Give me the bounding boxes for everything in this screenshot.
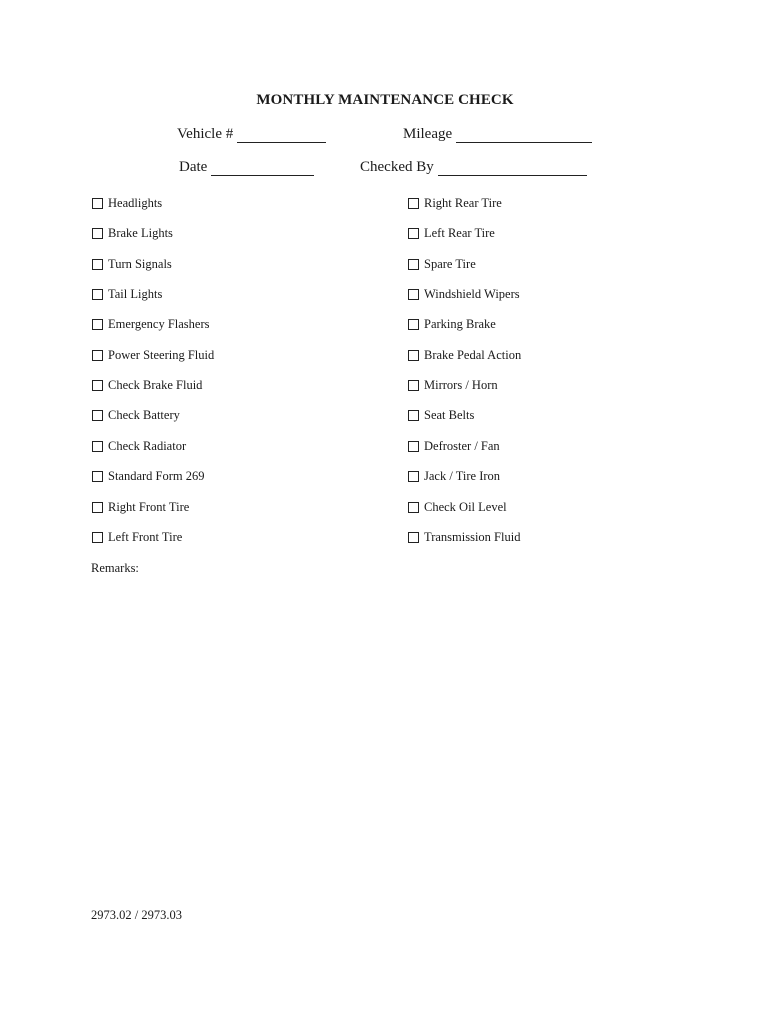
checklist-item <box>92 378 202 393</box>
checkbox[interactable] <box>408 289 419 300</box>
checklist-item <box>92 257 172 272</box>
checklist-item-label: Windshield Wipers <box>424 287 520 302</box>
checkbox[interactable] <box>92 410 103 421</box>
checklist-item <box>92 287 162 302</box>
checklist-item <box>408 500 507 515</box>
checklist-item <box>92 226 173 241</box>
checklist-item <box>92 317 209 332</box>
mileage-input-line[interactable] <box>456 126 592 143</box>
checklist-item <box>92 348 214 363</box>
checklist-item <box>92 469 205 484</box>
checklist-item <box>408 287 520 302</box>
checklist-item-label: Headlights <box>108 196 163 210</box>
checklist-item-label: Defroster / Fan <box>424 438 500 453</box>
checkbox[interactable] <box>408 532 419 543</box>
checklist-item <box>408 348 521 363</box>
checklist-item <box>92 500 189 515</box>
checklist-item-label: Seat Belts <box>424 408 475 423</box>
checkbox[interactable] <box>92 532 103 543</box>
checklist-item <box>408 378 498 393</box>
checklist-item-label: Check Battery <box>108 408 180 423</box>
checklist-item-label: Left Rear Tire <box>424 226 495 241</box>
remarks-label: Remarks: <box>91 561 139 575</box>
checklist-item <box>408 469 500 484</box>
checklist-item <box>92 196 162 211</box>
checkbox[interactable] <box>408 471 419 482</box>
checklist-item-label: Emergency Flashers <box>108 317 210 332</box>
checklist-item-label: Power Steering Fluid <box>108 347 215 362</box>
checklist-item-label: Check Brake Fluid <box>108 378 203 393</box>
checkbox[interactable] <box>408 319 419 330</box>
checklist-item-label: Standard Form 269 <box>108 469 205 484</box>
checkbox[interactable] <box>408 380 419 391</box>
checkbox[interactable] <box>408 198 419 209</box>
checklist-item-label: Right Front Tire <box>108 499 190 514</box>
checkbox[interactable] <box>92 319 103 330</box>
date-field <box>179 159 314 176</box>
checklist-item-label: Spare Tire <box>424 256 476 271</box>
checkbox[interactable] <box>408 228 419 239</box>
vehicle-input-line[interactable] <box>237 126 326 143</box>
form-number: 2973.02 / 2973.03 <box>91 908 182 922</box>
checklist-item <box>92 530 182 545</box>
checklist-item-label: Parking Brake <box>424 317 496 332</box>
checklist-item <box>408 257 476 272</box>
checklist-item-label: Jack / Tire Iron <box>424 469 501 484</box>
checklist-item <box>408 408 474 423</box>
checklist-item-label: Right Rear Tire <box>424 196 502 210</box>
checkbox[interactable] <box>408 502 419 513</box>
checkbox[interactable] <box>408 441 419 452</box>
checkbox[interactable] <box>92 380 103 391</box>
checklist-item-label: Turn Signals <box>108 256 172 271</box>
mileage-label: Mileage <box>403 126 453 142</box>
checkbox[interactable] <box>92 350 103 361</box>
checkbox[interactable] <box>92 289 103 300</box>
checkbox[interactable] <box>92 228 103 239</box>
checklist-item-label: Check Oil Level <box>424 499 507 514</box>
date-label: Date <box>179 159 208 175</box>
checklist-item <box>408 196 502 211</box>
checkbox[interactable] <box>92 471 103 482</box>
checkbox[interactable] <box>408 410 419 421</box>
checkbox[interactable] <box>92 502 103 513</box>
checklist-item <box>92 439 186 454</box>
checklist-item-label: Check Radiator <box>108 438 187 453</box>
checked-by-field <box>360 159 587 176</box>
checkbox[interactable] <box>92 259 103 270</box>
checklist-item <box>92 408 180 423</box>
checkbox[interactable] <box>92 198 103 209</box>
vehicle-label: Vehicle # <box>177 126 234 142</box>
checklist-item <box>408 530 520 545</box>
checklist-item-label: Mirrors / Horn <box>424 378 498 393</box>
checklist-item <box>408 317 496 332</box>
form-title: MONTHLY MAINTENANCE CHECK <box>256 92 514 108</box>
checklist-item <box>408 439 500 454</box>
checkbox[interactable] <box>408 259 419 270</box>
checklist-item-label: Tail Lights <box>108 287 163 302</box>
checklist-item <box>408 226 495 241</box>
checklist-item-label: Brake Pedal Action <box>424 347 522 362</box>
checked-by-label: Checked By <box>360 159 434 175</box>
checkbox[interactable] <box>408 350 419 361</box>
checklist-item-label: Transmission Fluid <box>424 529 521 544</box>
date-input-line[interactable] <box>211 159 314 176</box>
checked-by-input-line[interactable] <box>438 159 587 176</box>
checklist-item-label: Left Front Tire <box>108 529 183 544</box>
checkbox[interactable] <box>92 441 103 452</box>
checklist-item-label: Brake Lights <box>108 226 173 241</box>
mileage-field <box>403 126 592 143</box>
vehicle-field <box>177 126 326 143</box>
